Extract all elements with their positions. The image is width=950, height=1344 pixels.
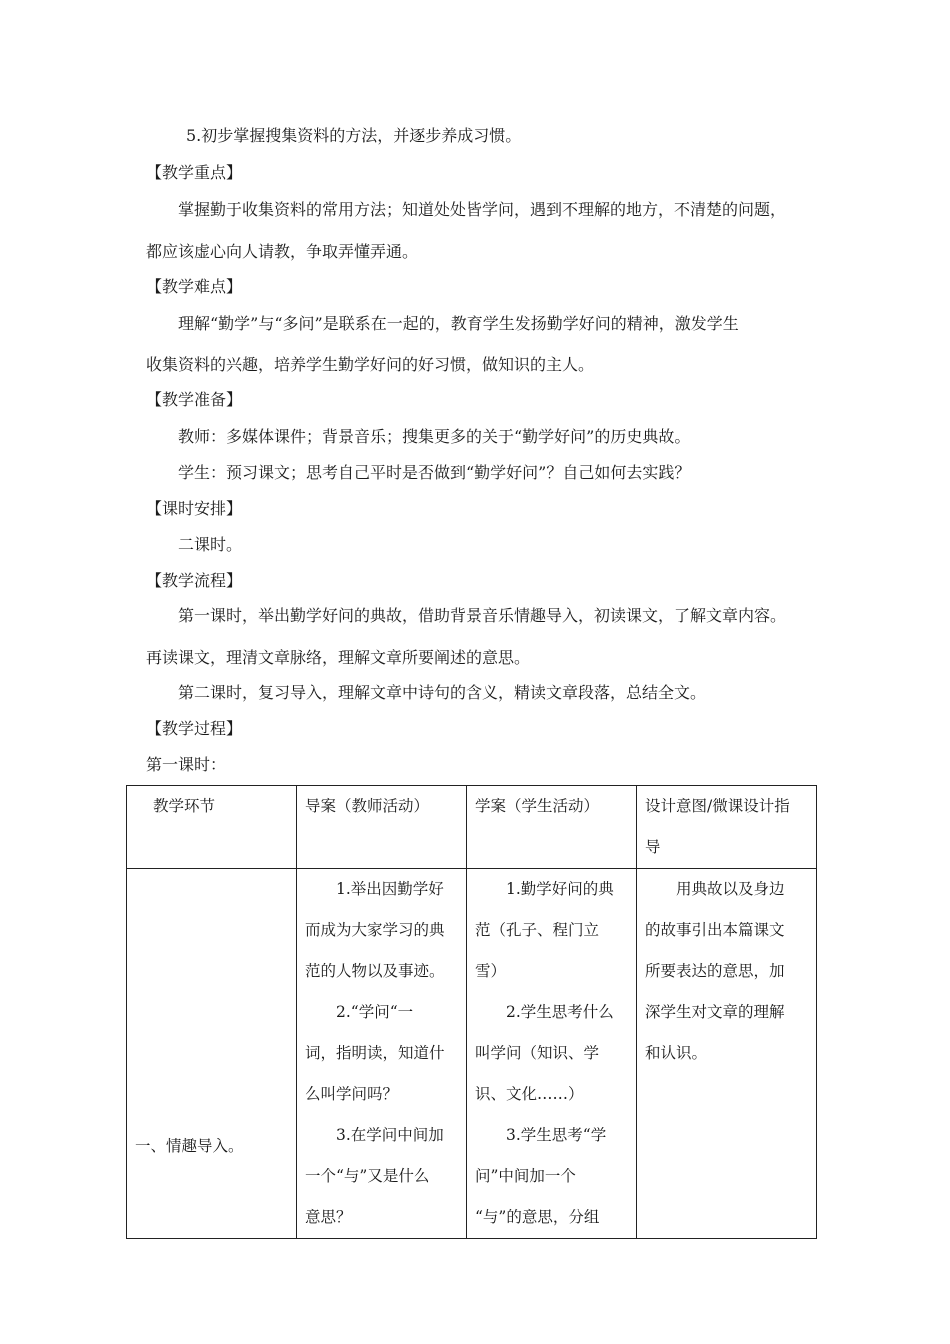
difficulties-heading: 【教学难点】 [146, 277, 243, 296]
table-header-row [127, 786, 817, 869]
stage-label: 一、情趣导入。 [135, 1137, 244, 1155]
flow-line-2: 再读课文，理清文章脉络，理解文章所要阐述的意思。 [146, 648, 531, 667]
key-points-line-1: 掌握勤于收集资料的常用方法；知道处处皆学问，遇到不理解的地方，不清楚的问题， [178, 200, 787, 219]
design-intent-cell: 用典故以及身边 的故事引出本篇课文 所要表达的意思，加 深学生对文章的理解 和认识。 [637, 869, 817, 1239]
objective-5: 5.初步掌握搜集资料的方法，并逐步养成习惯。 [186, 126, 522, 145]
process-heading: 【教学过程】 [146, 719, 243, 738]
difficulties-line-2: 收集资料的兴趣，培养学生勤学好问的好习惯，做知识的主人。 [146, 355, 595, 374]
key-points-line-2: 都应该虚心向人请教，争取弄懂弄通。 [146, 242, 419, 261]
teacher-activity-cell: 1.举出因勤学好 而成为大家学习的典 范的人物以及事迹。 2.“学问“一 词，指明读，知道什 么叫学问吗？ 3.在学问中间加 一个“与”又是什么 意思？ [297, 869, 467, 1239]
schedule-heading: 【课时安排】 [146, 499, 243, 518]
first-lesson-label: 第一课时： [146, 755, 227, 774]
header-stage: 教学环节 [127, 786, 297, 869]
header-design-intent: 设计意图/微课设计指 导 [637, 786, 817, 869]
key-points-heading: 【教学重点】 [146, 163, 243, 182]
header-teacher-activity: 导案（教师活动） [297, 786, 467, 869]
table-row [127, 869, 817, 1239]
stage-cell [127, 869, 297, 1239]
difficulties-line-1: 理解“勤学”与“多问”是联系在一起的，教育学生发扬勤学好问的精神，激发学生 [178, 314, 739, 333]
lesson-plan-table [126, 785, 817, 1239]
flow-heading: 【教学流程】 [146, 571, 243, 590]
flow-line-1: 第一课时，举出勤学好问的典故，借助背景音乐情趣导入，初读课文，了解文章内容。 [178, 606, 787, 625]
student-activity-cell: 1.勤学好问的典 范（孔子、程门立 雪） 2.学生思考什么 叫学问（知识、学 识、文化……） 3.学生思考“学 问”中间加一个 “与”的意思，分组 [467, 869, 637, 1239]
preparation-heading: 【教学准备】 [146, 390, 243, 409]
schedule-text: 二课时。 [178, 535, 243, 554]
flow-line-3: 第二课时，复习导入，理解文章中诗句的含义，精读文章段落，总结全文。 [178, 683, 707, 702]
preparation-student: 学生：预习课文；思考自己平时是否做到“勤学好问”？自己如何去实践？ [178, 463, 691, 482]
preparation-teacher: 教师：多媒体课件；背景音乐；搜集更多的关于“勤学好问”的历史典故。 [178, 427, 691, 446]
header-student-activity: 学案（学生活动） [467, 786, 637, 869]
